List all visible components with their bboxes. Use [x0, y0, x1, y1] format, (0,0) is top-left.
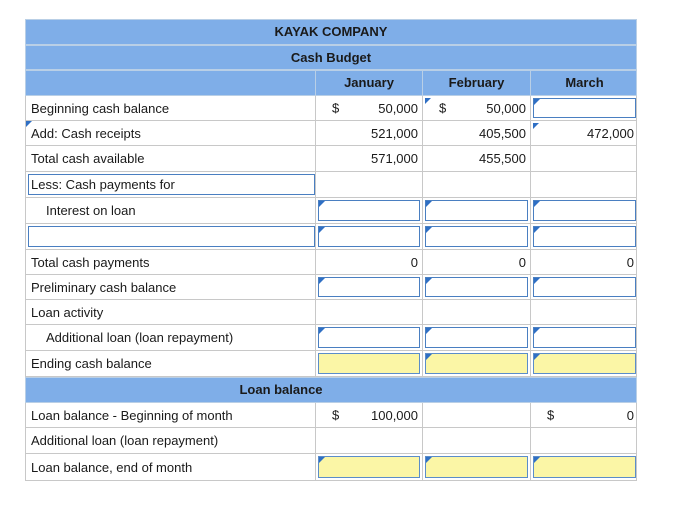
month-january: January [315, 71, 422, 95]
row-loan-beginning [25, 403, 637, 428]
feb-ending-cash-input[interactable] [425, 353, 528, 374]
jan-loan-end [315, 454, 422, 480]
month-february: February [422, 71, 530, 95]
mar-blank-payment-input[interactable] [533, 226, 636, 247]
feb-loan-end-input[interactable] [425, 456, 528, 478]
loan-balance-title: Loan balance [239, 382, 323, 397]
feb-blank-payment [422, 224, 530, 249]
feb-additional-loan-input[interactable] [425, 327, 528, 348]
feb-total-payments [422, 250, 530, 274]
jan-preliminary [315, 275, 422, 299]
jan-loan-activity [315, 300, 422, 324]
value: 0 [518, 254, 526, 270]
row-label: Total cash payments [31, 254, 150, 270]
feb-interest [422, 198, 530, 223]
jan-total-payments [315, 250, 422, 274]
value: 0 [626, 254, 634, 270]
months-header [25, 70, 637, 96]
jan-preliminary-input[interactable] [318, 277, 420, 297]
feb-blank-payment-input[interactable] [425, 226, 528, 247]
feb-additional-loan [422, 325, 530, 350]
jan-loan-end-input[interactable] [318, 456, 420, 478]
currency-symbol: $ [547, 407, 555, 423]
row-label: Interest on loan [46, 203, 136, 218]
cell-flag [533, 123, 537, 143]
mar-preliminary [530, 275, 638, 299]
row-preliminary-cash [25, 275, 637, 300]
jan-total-available [315, 146, 422, 171]
feb-loan-additional [422, 428, 530, 453]
mar-loan-end-input[interactable] [533, 456, 636, 478]
row-label: Loan balance, end of month [31, 459, 193, 475]
value: 50,000 [378, 100, 418, 116]
mar-interest [530, 198, 638, 223]
row-loan-activity [25, 300, 637, 325]
feb-loan-beginning [422, 403, 530, 427]
feb-cash-receipts [422, 121, 530, 145]
value: 472,000 [587, 125, 634, 141]
mar-less-payments [530, 172, 638, 197]
mar-loan-beginning [530, 403, 638, 427]
value: 405,500 [479, 125, 526, 141]
jan-ending-cash-input[interactable] [318, 353, 420, 374]
title-header [25, 45, 637, 70]
value: 571,000 [371, 151, 418, 166]
cell-flag [425, 98, 429, 118]
feb-total-available [422, 146, 530, 171]
company-name: KAYAK COMPANY [274, 24, 388, 39]
row-label: Beginning cash balance [31, 100, 170, 116]
row-additional-loan [25, 325, 637, 351]
mar-total-available [530, 146, 638, 171]
row-loan-additional [25, 428, 637, 454]
mar-additional-loan-input[interactable] [533, 327, 636, 348]
jan-loan-beginning [315, 403, 422, 427]
row-cash-receipts [25, 121, 637, 146]
currency-symbol: $ [439, 100, 447, 116]
jan-cash-receipts [315, 121, 422, 145]
mar-ending-cash [530, 351, 638, 376]
value: 100,000 [371, 407, 418, 423]
jan-loan-additional [315, 428, 422, 453]
currency-symbol: $ [332, 407, 340, 423]
row-label: Loan balance - Beginning of month [31, 407, 233, 423]
row-label: Less: Cash payments for [31, 177, 175, 192]
value: 0 [626, 407, 634, 423]
feb-preliminary-input[interactable] [425, 277, 528, 297]
blank-label-cell [26, 224, 315, 249]
blank-payment-label-input[interactable] [28, 226, 315, 247]
jan-ending-cash [315, 351, 422, 376]
mar-cash-receipts [530, 121, 638, 145]
value: 50,000 [486, 100, 526, 116]
row-ending-cash [25, 351, 637, 377]
jan-blank-payment-input[interactable] [318, 226, 420, 247]
jan-blank-payment [315, 224, 422, 249]
row-interest-on-loan [25, 198, 637, 224]
jan-interest [315, 198, 422, 223]
row-beginning-cash [25, 96, 637, 121]
month-march: March [530, 71, 638, 95]
jan-additional-loan-input[interactable] [318, 327, 420, 348]
row-label: Preliminary cash balance [31, 279, 177, 295]
row-label: Add: Cash receipts [26, 121, 315, 145]
mar-total-payments [530, 250, 638, 274]
feb-ending-cash [422, 351, 530, 376]
row-loan-end [25, 454, 637, 481]
loan-balance-header [25, 377, 637, 403]
feb-less-payments [422, 172, 530, 197]
feb-beginning-cash [422, 96, 530, 120]
value: 521,000 [371, 125, 418, 141]
company-header [25, 19, 637, 45]
mar-additional-loan [530, 325, 638, 350]
row-label: Ending cash balance [31, 356, 152, 371]
row-total-cash-payments [25, 250, 637, 275]
mar-preliminary-input[interactable] [533, 277, 636, 297]
feb-loan-activity [422, 300, 530, 324]
mar-loan-activity [530, 300, 638, 324]
mar-loan-end [530, 454, 638, 480]
mar-beginning-cash [530, 96, 638, 120]
jan-less-payments [315, 172, 422, 197]
row-label: Additional loan (loan repayment) [31, 433, 219, 448]
row-label: Total cash available [31, 151, 145, 166]
mar-loan-additional [530, 428, 638, 453]
jan-interest-input[interactable] [318, 200, 420, 221]
currency-symbol: $ [332, 100, 340, 116]
row-total-cash-available [25, 146, 637, 172]
feb-interest-input[interactable] [425, 200, 528, 221]
feb-loan-end [422, 454, 530, 480]
mar-ending-cash-input[interactable] [533, 353, 636, 374]
feb-preliminary [422, 275, 530, 299]
row-less-payments [25, 172, 637, 198]
mar-beginning-cash-input[interactable] [533, 98, 636, 118]
row-label: Additional loan (loan repayment) [46, 330, 234, 345]
value: 0 [410, 254, 418, 270]
budget-title: Cash Budget [290, 50, 372, 65]
less-payments-label-cell [26, 172, 315, 197]
row-label: Loan activity [31, 304, 104, 320]
jan-additional-loan [315, 325, 422, 350]
value: 455,500 [479, 151, 526, 166]
jan-beginning-cash [315, 96, 422, 120]
mar-interest-input[interactable] [533, 200, 636, 221]
row-blank-payment [25, 224, 637, 250]
mar-blank-payment [530, 224, 638, 249]
